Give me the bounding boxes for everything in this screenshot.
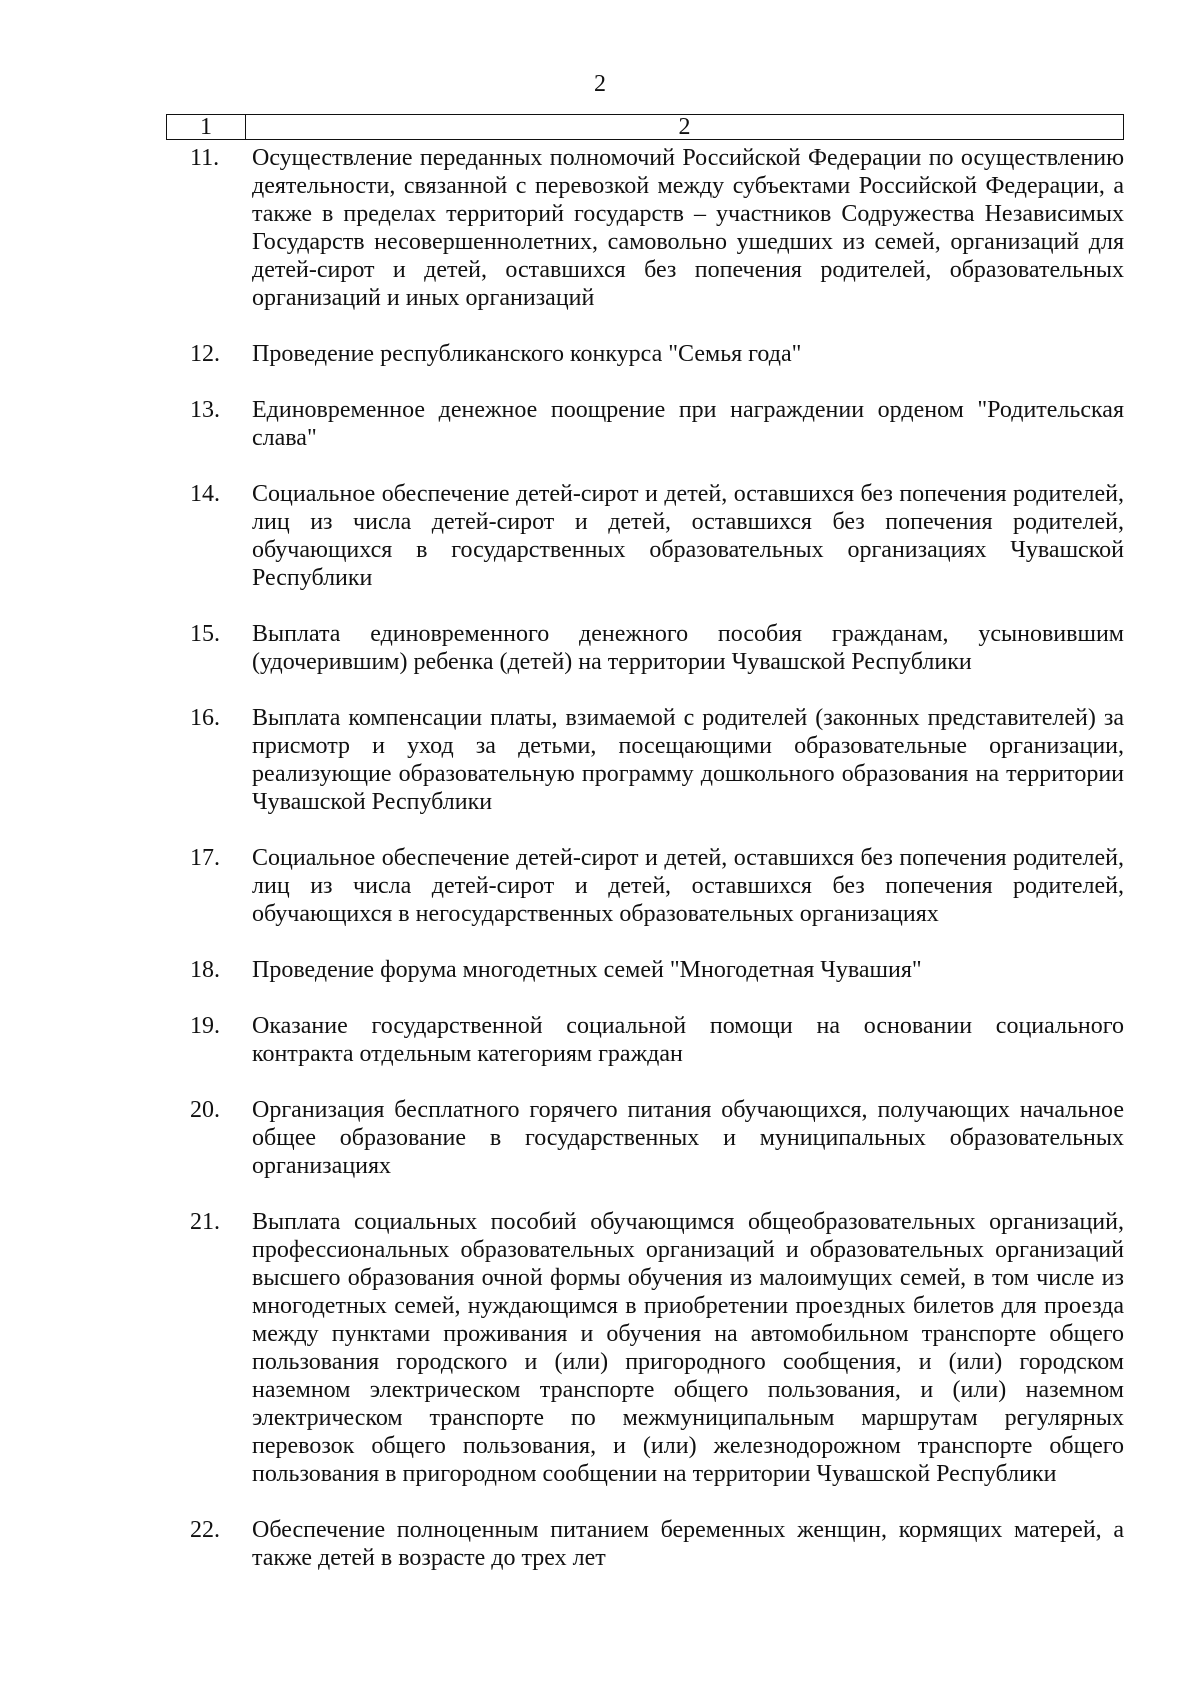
list-item bbox=[166, 144, 1124, 312]
item-number: 20. bbox=[190, 1097, 220, 1123]
item-text: Единовременное денежное поощрение при награждении орденом "Родительская слава" bbox=[252, 397, 1124, 451]
item-number: 17. bbox=[190, 845, 220, 871]
header-col-1: 1 bbox=[167, 115, 246, 139]
list-item bbox=[166, 844, 1124, 928]
list-item bbox=[166, 340, 1124, 368]
item-text: Выплата компенсации платы, взимаемой с родителей (законных представителей) за присмотр и уход за детьми, посещающими образовательные организации, реализующие образовательную программу дошкольного образования на территории Чувашской Республики bbox=[252, 705, 1124, 815]
item-number: 16. bbox=[190, 705, 220, 731]
list-item bbox=[166, 956, 1124, 984]
list-item bbox=[166, 480, 1124, 592]
list-item bbox=[166, 1208, 1124, 1488]
item-text: Выплата единовременного денежного пособия гражданам, усыновившим (удочерившим) ребенка (детей) на территории Чувашской Республики bbox=[252, 621, 1124, 675]
list-item bbox=[166, 1096, 1124, 1180]
items-list bbox=[166, 144, 1124, 1600]
item-text: Оказание государственной социальной помощи на основании социального контракта отдельным категориям граждан bbox=[252, 1013, 1124, 1067]
item-text: Проведение форума многодетных семей "Многодетная Чувашия" bbox=[252, 957, 922, 983]
header-col-2: 2 bbox=[678, 114, 691, 140]
item-number: 14. bbox=[190, 481, 220, 507]
item-text: Выплата социальных пособий обучающимся общеобразовательных организаций, профессиональных образовательных организаций и образовательных организаций высшего образования очной формы обучения из малоимущих семей, в том числе из многодетных семей, нуждающимся в приобретении проездных билетов для проезда между пунктами проживания и обучения на автомобильном транспорте общего пользования городского и (или) пригородного сообщения, и (или) городском наземном электрическом транспорте общего пользования, и (или) наземном электрическом транспорте по межмуниципальным маршрутам регулярных перевозок общего пользования, и (или) железнодорожном транспорте общего пользования в пригородном сообщении на территории Чувашской Республики bbox=[252, 1209, 1124, 1487]
item-text: Осуществление переданных полномочий Российской Федерации по осуществлению деятельности, связанной с перевозкой между субъектами Российской Федерации, а также в пределах территорий государств – участников Содружества Независимых Государств несовершеннолетних, самовольно ушедших из семей, организаций для детей-сирот и детей, оставшихся без попечения родителей, образовательных организаций и иных организаций bbox=[252, 145, 1124, 311]
page-number: 2 bbox=[594, 71, 606, 97]
item-number: 21. bbox=[190, 1209, 220, 1235]
list-item bbox=[166, 1516, 1124, 1572]
item-number: 22. bbox=[190, 1517, 220, 1543]
item-text: Организация бесплатного горячего питания обучающихся, получающих начальное общее образование в государственных и муниципальных образовательных организациях bbox=[252, 1097, 1124, 1179]
list-item bbox=[166, 396, 1124, 452]
item-number: 18. bbox=[190, 957, 220, 983]
item-text: Социальное обеспечение детей-сирот и детей, оставшихся без попечения родителей, лиц из числа детей-сирот и детей, оставшихся без попечения родителей, обучающихся в негосударственных образовательных организациях bbox=[252, 845, 1124, 927]
item-text: Обеспечение полноценным питанием беременных женщин, кормящих матерей, а также детей в возрасте до трех лет bbox=[252, 1517, 1124, 1571]
table-header bbox=[166, 114, 1124, 140]
list-item bbox=[166, 704, 1124, 816]
list-item bbox=[166, 620, 1124, 676]
list-item bbox=[166, 1012, 1124, 1068]
item-text: Проведение республиканского конкурса "Семья года" bbox=[252, 341, 802, 367]
item-number: 15. bbox=[190, 621, 220, 647]
item-number: 12. bbox=[190, 341, 220, 367]
item-number: 11. bbox=[190, 145, 220, 171]
item-number: 19. bbox=[190, 1013, 220, 1039]
item-text: Социальное обеспечение детей-сирот и детей, оставшихся без попечения родителей, лиц из числа детей-сирот и детей, оставшихся без попечения родителей, обучающихся в государственных образовательных организациях Чувашской Республики bbox=[252, 481, 1124, 591]
item-number: 13. bbox=[190, 397, 220, 423]
